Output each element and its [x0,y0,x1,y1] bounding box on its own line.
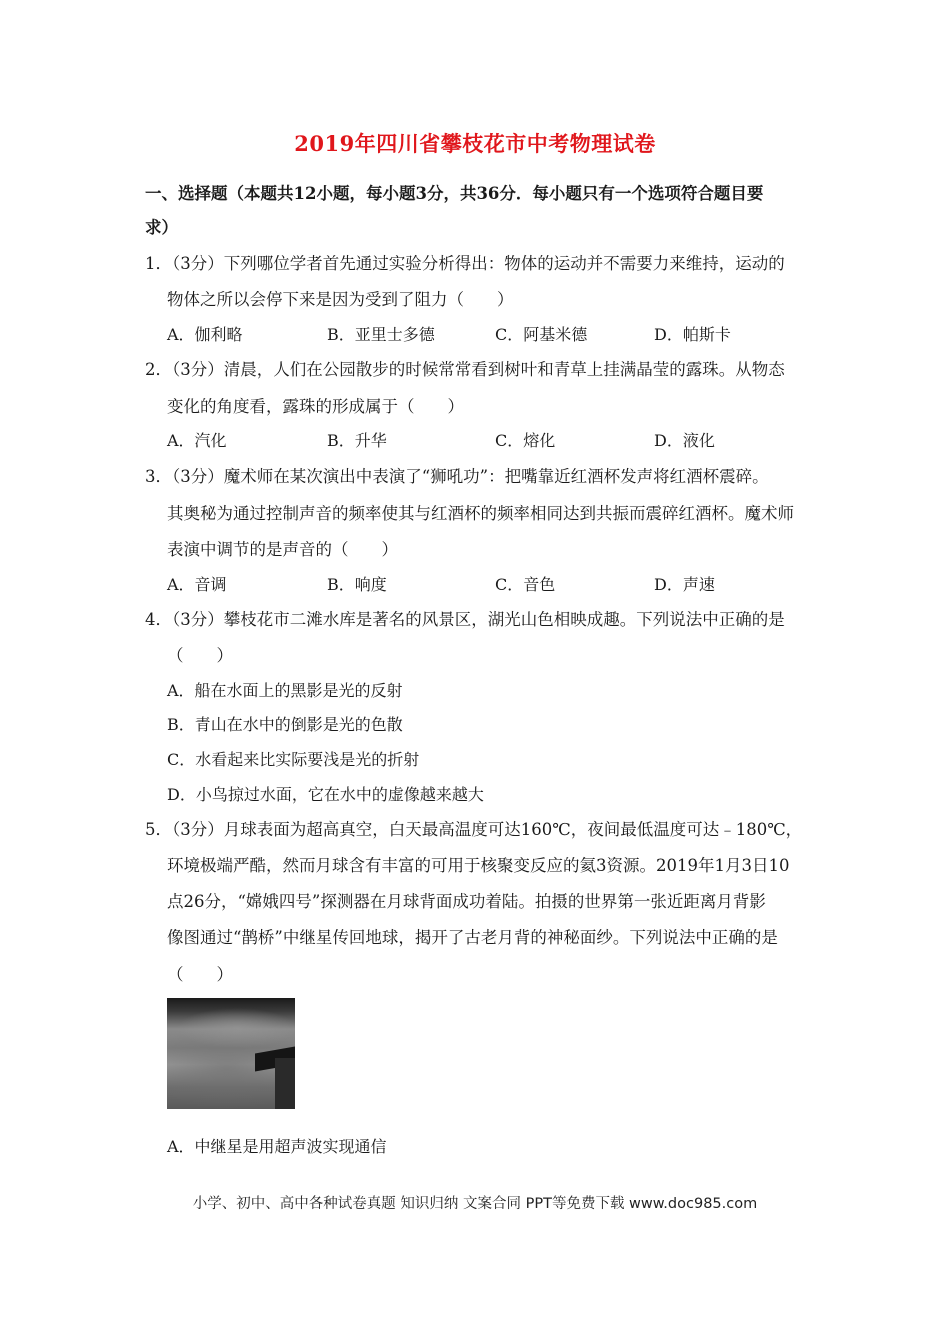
question-3-cont2: 表演中调节的是声音的（ ） [167,540,398,559]
q5-option-a: A．中继星是用超声波实现通信 [167,1137,387,1156]
section-heading: 一、选择题（本题共12小题，每小题3分，共36分．每小题只有一个选项符合题目要 [145,184,764,203]
q2-option-b: B．升华 [327,431,387,450]
question-5-cont3: 像图通过“鹊桥”中继星传回地球，揭开了古老月背的神秘面纱。下列说法中正确的是 [167,928,778,947]
q2-option-d: D．液化 [654,431,715,450]
q1-option-b: B．亚里士多德 [327,325,435,344]
question-4: 4．（3分）攀枝花市二滩水库是著名的风景区，湖光山色相映成趣。下列说法中正确的是 [145,610,785,629]
moon-surface-photo [167,998,295,1109]
q3-option-b: B．响度 [327,575,387,594]
question-3: 3．（3分）魔术师在某次演出中表演了“狮吼功”：把嘴靠近红酒杯发声将红酒杯震碎。 [145,467,769,486]
lander-edge [275,1058,295,1109]
q3-option-a: A．音调 [167,575,227,594]
question-2: 2．（3分）清晨，人们在公园散步的时候常常看到树叶和青草上挂满晶莹的露珠。从物态 [145,360,785,379]
q2-option-a: A．汽化 [167,431,227,450]
q4-option-c: C．水看起来比实际要浅是光的折射 [167,750,420,769]
q4-option-d: D．小鸟掠过水面，它在水中的虚像越来越大 [167,785,484,804]
question-1-cont: 物体之所以会停下来是因为受到了阻力（ ） [167,290,514,309]
question-3-cont: 其奥秘为通过控制声音的频率使其与红酒杯的频率相同达到共振而震碎红酒杯。魔术师 [167,504,794,523]
question-4-cont: （ ） [167,646,233,665]
q4-option-b: B．青山在水中的倒影是光的色散 [167,715,403,734]
q3-option-c: C．音色 [495,575,556,594]
section-heading-cont: 求） [145,218,178,237]
q3-option-d: D．声速 [654,575,715,594]
q1-option-d: D．帕斯卡 [654,325,731,344]
question-5: 5．（3分）月球表面为超高真空，白天最高温度可达160℃，夜间最低温度可达﹣180℃， [145,820,803,839]
q1-option-a: A．伽利略 [167,325,243,344]
question-5-cont2: 点26分，“嫦娥四号”探测器在月球背面成功着陆。拍摄的世界第一张近距离月背影 [167,892,766,911]
question-5-cont: 环境极端严酷，然而月球含有丰富的可用于核聚变反应的氦3资源。2019年1月3日10 [167,856,790,875]
page-title: 2019年四川省攀枝花市中考物理试卷 [294,131,656,156]
question-1: 1．（3分）下列哪位学者首先通过实验分析得出：物体的运动并不需要力来维持，运动的 [145,254,785,273]
q1-option-c: C．阿基米德 [495,325,588,344]
q2-option-c: C．熔化 [495,431,556,450]
question-5-cont4: （ ） [167,965,233,984]
question-2-cont: 变化的角度看，露珠的形成属于（ ） [167,397,464,416]
page-footer: 小学、初中、高中各种试卷真题 知识归纳 文案合同 PPT等免费下载 www.doc985.com [192,1196,758,1212]
q4-option-a: A．船在水面上的黑影是光的反射 [167,681,403,700]
